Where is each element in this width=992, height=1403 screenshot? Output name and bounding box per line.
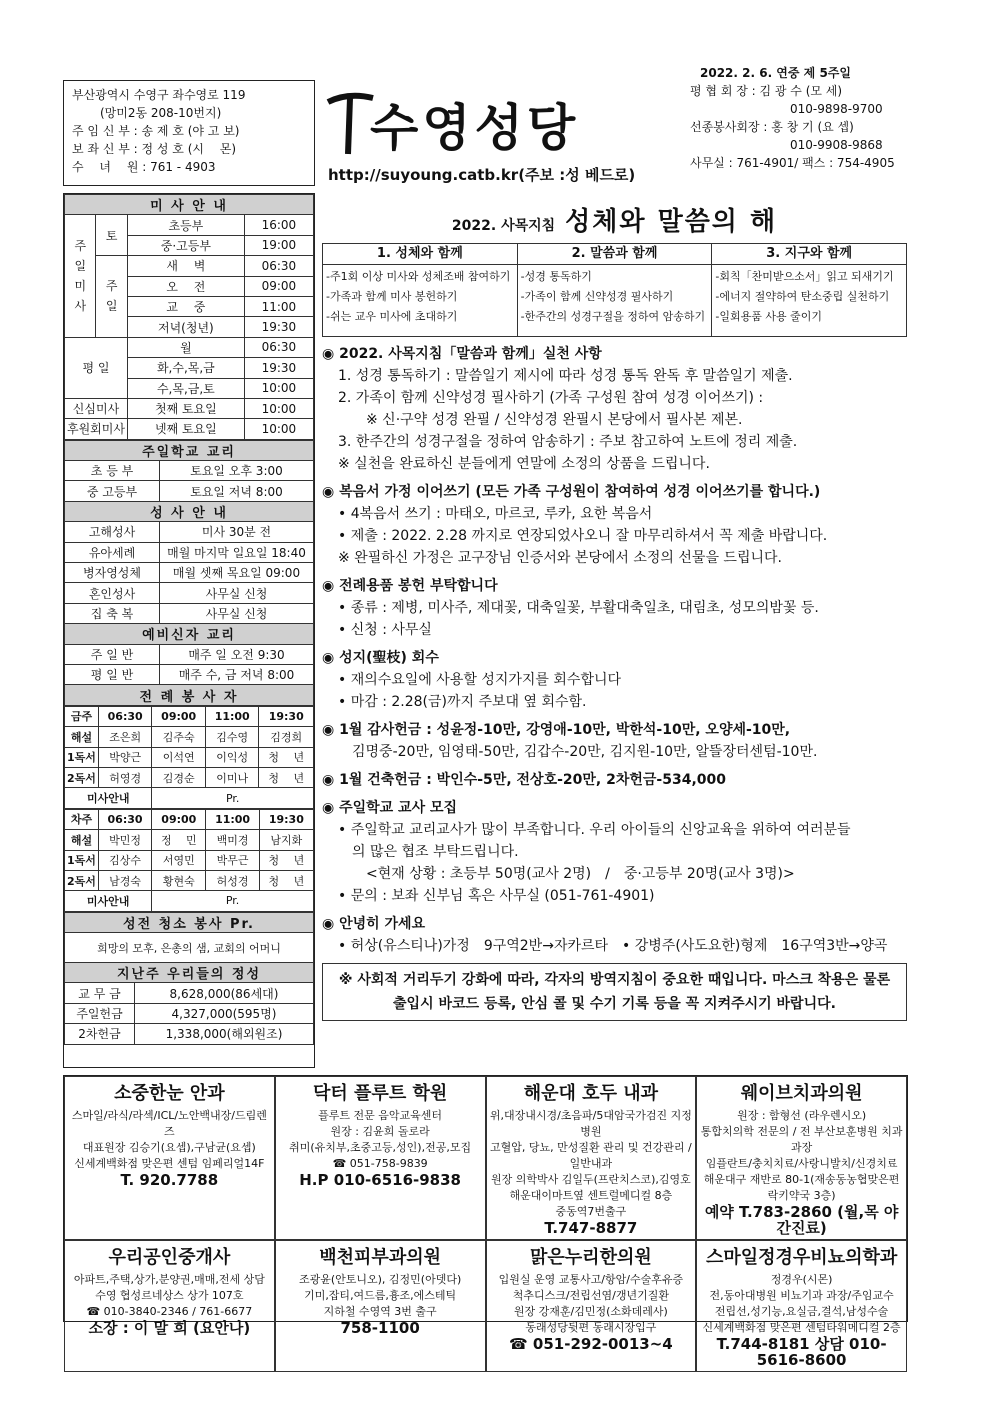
ad-line: 플루트 전문 음악교육센터 [318, 1109, 443, 1122]
ad-name: 해운대 호두 내과 [523, 1083, 658, 1104]
ad-phone: 758-1100 [340, 1319, 420, 1337]
section-line: 김명중-20만, 임영태-50만, 김갑수-20만, 김지원-10만, 알뜰장터센텀-10만. [352, 744, 818, 760]
offering-name: 교 무 금 [65, 983, 135, 1003]
section-title: ◉ 전례용품 봉헌 부탁합니다 [322, 578, 498, 594]
column-item: -가족이 함께 신약성경 필사하기 [520, 290, 674, 303]
ad-line: 아파트,주택,상가,분양권,매매,전세 상담 [73, 1273, 265, 1286]
column-item: -일회용품 사용 줄이기 [715, 310, 822, 323]
pastoral-columns [322, 243, 907, 337]
offering-name: 주일헌금 [65, 1003, 135, 1023]
ad-name: 백천피부과의원 [319, 1247, 441, 1268]
support-mass: 후원회미사 [65, 419, 128, 439]
year-label: 2022. 사목지침 [451, 218, 556, 234]
sacrament-info: 미사 30분 전 [160, 522, 314, 542]
section-line: • 종류 : 제병, 미사주, 제대꽃, 대축일꽃, 부활대축일초, 대림초, 성모의밤꽃 등. [338, 600, 819, 616]
class-name: 중 고등부 [65, 481, 160, 501]
sacrament-info: 사무실 신청 [160, 603, 314, 623]
liturgy-role: 2독서 [65, 767, 99, 787]
liturgy-cell: 박민정 [98, 830, 151, 850]
mass-name: 화,수,목,금 [127, 358, 244, 378]
section-title: ◉ 1월 건축헌금 : 박인수-5만, 전상호-20만, 2차헌금-534,000 [322, 772, 726, 788]
section-palm [322, 647, 907, 713]
date: 2022. 2. 6. 연중 제 5주일 [700, 66, 851, 80]
liturgy-cell: 청 년 [259, 747, 314, 767]
ads-grid [63, 1075, 908, 1369]
ad-line: 전,동아대병원 비뇨기과 과장/주임교수 [709, 1289, 894, 1302]
ad-phone: T.744-8181 상담 010-5616-8600 [716, 1335, 887, 1369]
address-detail: (망미2동 208-10번지) [100, 106, 222, 120]
section-line: <현재 상황 : 초등부 50명(교사 2명) / 중·고등부 20명(교사 3명)> [366, 866, 795, 882]
section-line: 3. 한주간의 성경구절을 정하여 암송하기 : 주보 참고하여 노트에 정리 제출. [338, 434, 798, 450]
ad-phone: H.P 010-6516-9838 [299, 1171, 461, 1189]
convent: 수 녀 원 : 761 - 4903 [72, 160, 216, 174]
liturgy-cell: 청 년 [259, 870, 313, 890]
offering-title: 지난주 우리들의 정성 [65, 963, 314, 983]
logo [318, 80, 680, 186]
ad-line: ☎ 010-3840-2346 / 761-6677 [86, 1305, 253, 1318]
cleaning-groups: 희망의 모후, 은총의 샘, 교회의 어머니 [65, 933, 314, 963]
council-phone: 010-9898-9700 [790, 102, 883, 116]
ad-name: 닥터 플루트 학원 [313, 1083, 448, 1104]
parish-info [63, 80, 315, 186]
section-farewell [322, 913, 907, 957]
ad-line: 입원실 운영 교통사고/항암/수술후유증 [498, 1273, 684, 1286]
ad-line: 원장 : 함형선 (라우렌시오) [737, 1109, 867, 1122]
mass-time: 10:00 [244, 398, 313, 418]
class-time: 토요일 저녁 8:00 [160, 481, 314, 501]
ad-line: 중동역7번출구 [555, 1205, 627, 1218]
liturgy-cell: 허성경 [206, 870, 259, 890]
sacrament-name: 고해성사 [65, 522, 160, 542]
notice-box: ※ 사회적 거리두기 강화에 따라, 각자의 방역지침이 중요한 때입니다. 마스크 착용은 물론 출입시 바코드 등록, 안심 콜 및 수기 기록 등을 꼭 지켜주시기 바랍니다. [322, 963, 907, 1021]
section-line: ※ 완필하신 가정은 교구장님 인증서와 본당에서 소정의 선물을 드립니다. [338, 550, 782, 566]
ad-box [696, 1076, 907, 1240]
section-title: ◉ 주일학교 교사 모집 [322, 800, 458, 816]
devotion-mass: 신심미사 [65, 398, 128, 418]
section-line: • 문의 : 보좌 신부님 혹은 사무실 (051-761-4901) [338, 888, 655, 904]
section-teachers [322, 797, 907, 907]
website-url[interactable]: http://suyoung.catb.kr(주보 :성 베드로) [328, 166, 636, 184]
funeral-president: 선종봉사회장 : 홍 창 기 (요 셉) [690, 120, 854, 134]
theme-heading: 성체와 말씀의 해 [565, 207, 778, 237]
column-item: -가족과 함께 미사 봉헌하기 [326, 290, 458, 303]
ad-name: 스마일정경우비뇨의학과 [705, 1247, 898, 1268]
ad-line: 척추디스크/전립선염/갱년기질환 [512, 1289, 669, 1302]
mass-time: 10:00 [244, 419, 313, 439]
ad-line: 신세계백화점 맞은편 센텀타워메디컬 2층 [702, 1321, 901, 1334]
section-line: 의 많은 협조 부탁드립니다. [352, 844, 519, 860]
pastoral-column-3 [712, 244, 906, 336]
section-thanks [322, 719, 907, 763]
section-title: ◉ 안녕히 가세요 [322, 916, 426, 932]
ad-name: 맑은누리한의원 [530, 1247, 652, 1268]
ad-line: 기미,잡티,여드름,흉조,에스테틱 [304, 1289, 457, 1302]
funeral-phone: 010-9908-9868 [790, 138, 883, 152]
ad-phone: 소장 : 이 말 희 (요안나) [88, 1319, 251, 1337]
ad-name: 웨이브치과의원 [740, 1083, 863, 1104]
sacrament-name: 병자영성체 [65, 563, 160, 583]
sacrament-title: 성 사 안 내 [65, 501, 314, 521]
liturgy-cell: 남지화 [259, 830, 313, 850]
liturgy-role: 해설 [65, 830, 99, 850]
liturgy-role: 1독서 [65, 747, 99, 767]
mass-time: 09:00 [244, 276, 313, 296]
section-line: • 재의수요일에 사용할 성지가지를 회수합니다 [338, 672, 622, 688]
class-time: 매주 일 오전 9:30 [160, 644, 314, 664]
ad-phone: T.747-8877 [544, 1219, 638, 1237]
column-title: 3. 지구와 함께 [712, 244, 906, 265]
section-line: • 제출 : 2022. 2.28 까지로 연장되었사오니 잘 마무리하셔서 꼭 제출 바랍니다. [338, 528, 828, 544]
liturgy-role: 1독서 [65, 850, 99, 870]
ad-box [486, 1240, 697, 1372]
section-line: 1. 성경 통독하기 : 말씀일기 제시에 따라 성경 통독 완독 후 말씀일기 제출. [338, 368, 793, 384]
sunday-school-title: 주일학교 교리 [65, 440, 314, 460]
liturgy-cell: 19:30 [259, 809, 313, 829]
liturgy-cell: 09:00 [152, 706, 206, 726]
mass-time: 16:00 [244, 215, 313, 235]
office-phone: 사무실 : 761-4901/ 팩스 : 754-4905 [690, 156, 895, 170]
liturgy-cell: 이익성 [205, 747, 259, 767]
liturgy-cell: 김경희 [259, 727, 314, 747]
section-pastoral [322, 343, 907, 475]
ad-line: 조광윤(안토니오), 김정민(아뎃다) [298, 1273, 462, 1286]
liturgy-cell: 이미나 [205, 767, 259, 787]
cross-logo-icon [318, 84, 378, 164]
mass-name: 월 [127, 337, 244, 357]
class-name: 주 일 반 [65, 644, 160, 664]
liturgy-role: 차주 [65, 809, 99, 829]
liturgy-leader: Pr. [152, 788, 314, 808]
liturgy-cell: 이석연 [152, 747, 206, 767]
liturgy-role: 금주 [65, 706, 99, 726]
pastor: 주 임 신 부 : 송 제 호 (야 고 보) [72, 124, 240, 138]
mass-name: 저녁(청년) [127, 317, 244, 337]
class-time: 토요일 오후 3:00 [160, 461, 314, 481]
liturgy-cell: 조은희 [98, 727, 152, 747]
section-title: ◉ 복음서 가정 이어쓰기 (모든 가족 구성원이 참여하여 성경 이어쓰기를 합니다.) [322, 484, 821, 500]
mass-name: 넷째 토요일 [127, 419, 244, 439]
liturgy-cell: 허영경 [98, 767, 152, 787]
liturgy-cell: 19:30 [259, 706, 314, 726]
column-item: -에너지 절약하여 탄소중립 실천하기 [715, 290, 890, 303]
liturgy-cell: 청 년 [259, 767, 314, 787]
theme-title [322, 193, 907, 243]
ad-phone: ☎ 051-292-0013~4 [509, 1335, 673, 1353]
mass-time: 10:00 [244, 378, 313, 398]
class-name: 초 등 부 [65, 461, 160, 481]
liturgy-role: 미사안내 [65, 891, 152, 911]
section-building [322, 769, 907, 791]
ad-line: 원장 강재훈/김민정(소화데레사) [513, 1305, 668, 1318]
class-name: 평 일 반 [65, 664, 160, 684]
ad-line: 정경우(시몬) [770, 1273, 833, 1286]
section-gospel [322, 481, 907, 569]
ad-phone: 예약 T.783-2860 (월,목 야간진료) [704, 1203, 899, 1237]
section-line: 2. 가족이 함께 신약성경 필사하기 (가족 구성원 참여 성경 이어쓰기) : [338, 390, 764, 406]
logo-text: 수영성당 [370, 98, 580, 157]
column-item: -한주간의 성경구절을 정하여 암송하기 [520, 310, 706, 323]
section-liturgy-items [322, 575, 907, 641]
section-line: • 주일학교 교리교사가 많이 부족합니다. 우리 아이들의 신앙교육을 위하여 여러분들 [338, 822, 851, 838]
mass-name: 교 중 [127, 296, 244, 316]
section-line: • 4복음서 쓰기 : 마태오, 마르코, 루카, 요한 복음서 [338, 506, 653, 522]
main-content [322, 193, 907, 1021]
contact-info [686, 80, 906, 186]
sacrament-name: 혼인성사 [65, 583, 160, 603]
ad-line: 위,대장내시경/초음파/5대암국가검진 지정병원 [489, 1109, 692, 1138]
liturgy-title: 전 례 봉 사 자 [65, 685, 314, 705]
mass-time: 06:30 [244, 256, 313, 276]
catechumen-title: 예비신자 교리 [65, 624, 314, 644]
address: 부산광역시 수영구 좌수영로 119 [72, 88, 246, 102]
liturgy-cell: 박무근 [206, 850, 259, 870]
sacrament-name: 유아세례 [65, 542, 160, 562]
column-item: -쉬는 교우 미사에 초대하기 [326, 310, 458, 323]
assistant-pastor: 보 좌 신 부 : 정 성 호 (시 몬) [72, 142, 237, 156]
liturgy-leader: Pr. [152, 891, 314, 911]
ad-phone: T. 920.7788 [120, 1171, 219, 1189]
liturgy-cell: 06:30 [98, 809, 151, 829]
offering-amount: 4,327,000(595명) [135, 1003, 314, 1023]
ad-line: 원장 : 김윤희 돌로라 [330, 1125, 430, 1138]
mass-name: 첫째 토요일 [127, 398, 244, 418]
sun-label: 주 일 [96, 256, 127, 338]
liturgy-cell: 황현숙 [152, 870, 206, 890]
ad-box [64, 1240, 275, 1372]
offering-amount: 8,628,000(86세대) [135, 983, 314, 1003]
ad-line: 전립선,성기능,요실금,결석,남성수술 [714, 1305, 889, 1318]
section-title: ◉ 성지(聖枝) 회수 [322, 650, 439, 666]
column-title: 1. 성체와 함께 [323, 244, 517, 265]
liturgy-role: 해설 [65, 727, 99, 747]
section-line: ※ 신·구약 성경 완필 / 신약성경 완필시 본당에서 필사본 제본. [366, 412, 743, 428]
ad-line: 통합치의학 전문의 / 전 부산보훈병원 치과과장 [700, 1125, 903, 1154]
weekday-label: 평 일 [65, 337, 128, 398]
liturgy-cell: 백미경 [206, 830, 259, 850]
liturgy-cell: 11:00 [205, 706, 259, 726]
sacrament-info: 매월 마지막 일요일 18:40 [160, 542, 314, 562]
mass-title: 미 사 안 내 [65, 195, 314, 215]
sacrament-name: 집 축 복 [65, 603, 160, 623]
liturgy-cell: 정 민 [152, 830, 206, 850]
ad-line: 대표원장 김승기(요셉),구남균(요셉) [82, 1141, 256, 1154]
liturgy-cell: 김경순 [152, 767, 206, 787]
mass-name: 오 전 [127, 276, 244, 296]
offering-name: 2차헌금 [65, 1024, 135, 1044]
liturgy-cell: 김상수 [98, 850, 151, 870]
sidebar [63, 193, 315, 1068]
column-item: -성경 통독하기 [520, 270, 592, 283]
council-president: 평 협 회 장 : 김 광 수 (모 세) [690, 84, 843, 98]
liturgy-cell: 남경숙 [98, 870, 151, 890]
section-line: • 허상(유스티나)가정 9구역2반→자카르타 • 강병주(사도요한)형제 16구역3반→양곡 [338, 938, 888, 954]
liturgy-cell: 김주숙 [152, 727, 206, 747]
ad-line: 지하철 수영역 3번 출구 [323, 1305, 437, 1318]
mass-name: 초등부 [127, 215, 244, 235]
section-line: • 마감 : 2.28(금)까지 주보대 옆 회수함. [338, 694, 587, 710]
cleaning-title: 성전 청소 봉사 Pr. [65, 912, 314, 932]
mass-time: 11:00 [244, 296, 313, 316]
ad-line: 해운대이마트옆 센트럴메디컬 8층 [509, 1189, 673, 1202]
ad-line: 해운대구 재반로 80-1(재송동농협맞은편 락키약국 3층) [703, 1173, 900, 1202]
ad-line: 원장 의학박사 김일두(프란치스코),김영호 [491, 1173, 691, 1186]
sat-label: 토 [96, 215, 127, 256]
ad-line: 임플란트/충치치료/사랑니발치/신경치료 [705, 1157, 898, 1170]
ad-box [486, 1076, 697, 1240]
ad-line: 수영 협성르네상스 상가 107호 [95, 1289, 244, 1302]
column-item: -회칙「찬미받으소서」읽고 되새기기 [715, 270, 894, 283]
liturgy-role: 2독서 [65, 870, 99, 890]
ad-box [64, 1076, 275, 1240]
sunday-mass-label: 주 일 미 사 [65, 215, 96, 337]
offering-amount: 1,338,000(해외원조) [135, 1024, 314, 1044]
mass-time: 19:00 [244, 235, 313, 255]
ad-line: 신세계백화점 맞은편 센텀 임페리얼14F [74, 1157, 265, 1170]
ad-line: 취미(유치부,초중고등,성인),전공,모집 [289, 1141, 472, 1154]
liturgy-cell: 09:00 [152, 809, 206, 829]
sacrament-info: 매월 셋째 목요일 09:00 [160, 563, 314, 583]
mass-name: 중·고등부 [127, 235, 244, 255]
section-line: • 신청 : 사무실 [338, 622, 432, 638]
section-title: ◉ 1월 감사헌금 : 성윤정-10만, 강영애-10만, 박한석-10만, 오양세-10만, [322, 722, 791, 738]
mass-name: 수,목,금,토 [127, 378, 244, 398]
sacrament-info: 사무실 신청 [160, 583, 314, 603]
pastoral-column-2 [518, 244, 713, 336]
column-item: -주1회 이상 미사와 성체조배 참여하기 [326, 270, 511, 283]
liturgy-cell: 김수영 [205, 727, 259, 747]
section-line: ※ 실천을 완료하신 분들에게 연말에 소정의 상품을 드립니다. [338, 456, 710, 472]
liturgy-cell: 11:00 [206, 809, 259, 829]
ad-line: 동래성당뒷편 동래시장입구 [525, 1321, 657, 1334]
column-title: 2. 말씀과 함께 [518, 244, 712, 265]
ad-box [696, 1240, 907, 1372]
liturgy-cell: 박양근 [98, 747, 152, 767]
liturgy-cell: 청 년 [259, 850, 313, 870]
liturgy-cell: 06:30 [98, 706, 152, 726]
pastoral-column-1 [323, 244, 518, 336]
ad-box [275, 1076, 486, 1240]
ad-line: 고혈압, 당뇨, 만성질환 관리 및 건강관리 / 일반내과 [490, 1141, 692, 1170]
liturgy-role: 미사안내 [65, 788, 152, 808]
ad-box [275, 1240, 486, 1372]
mass-time: 19:30 [244, 317, 313, 337]
ad-name: 우리공인중개사 [108, 1247, 231, 1268]
mass-time: 06:30 [244, 337, 313, 357]
ad-line: 스마일/라식/라섹/ICL/노안백내장/드림렌즈 [71, 1109, 267, 1138]
class-time: 매주 수, 금 저녁 8:00 [160, 664, 314, 684]
ad-line: ☎ 051-758-9839 [332, 1157, 428, 1170]
mass-time: 19:30 [244, 358, 313, 378]
liturgy-cell: 서영민 [152, 850, 206, 870]
section-title: ◉ 2022. 사목지침「말씀과 함께」실천 사항 [322, 346, 602, 362]
mass-name: 새 벽 [127, 256, 244, 276]
ad-name: 소중한눈 안과 [114, 1083, 225, 1104]
